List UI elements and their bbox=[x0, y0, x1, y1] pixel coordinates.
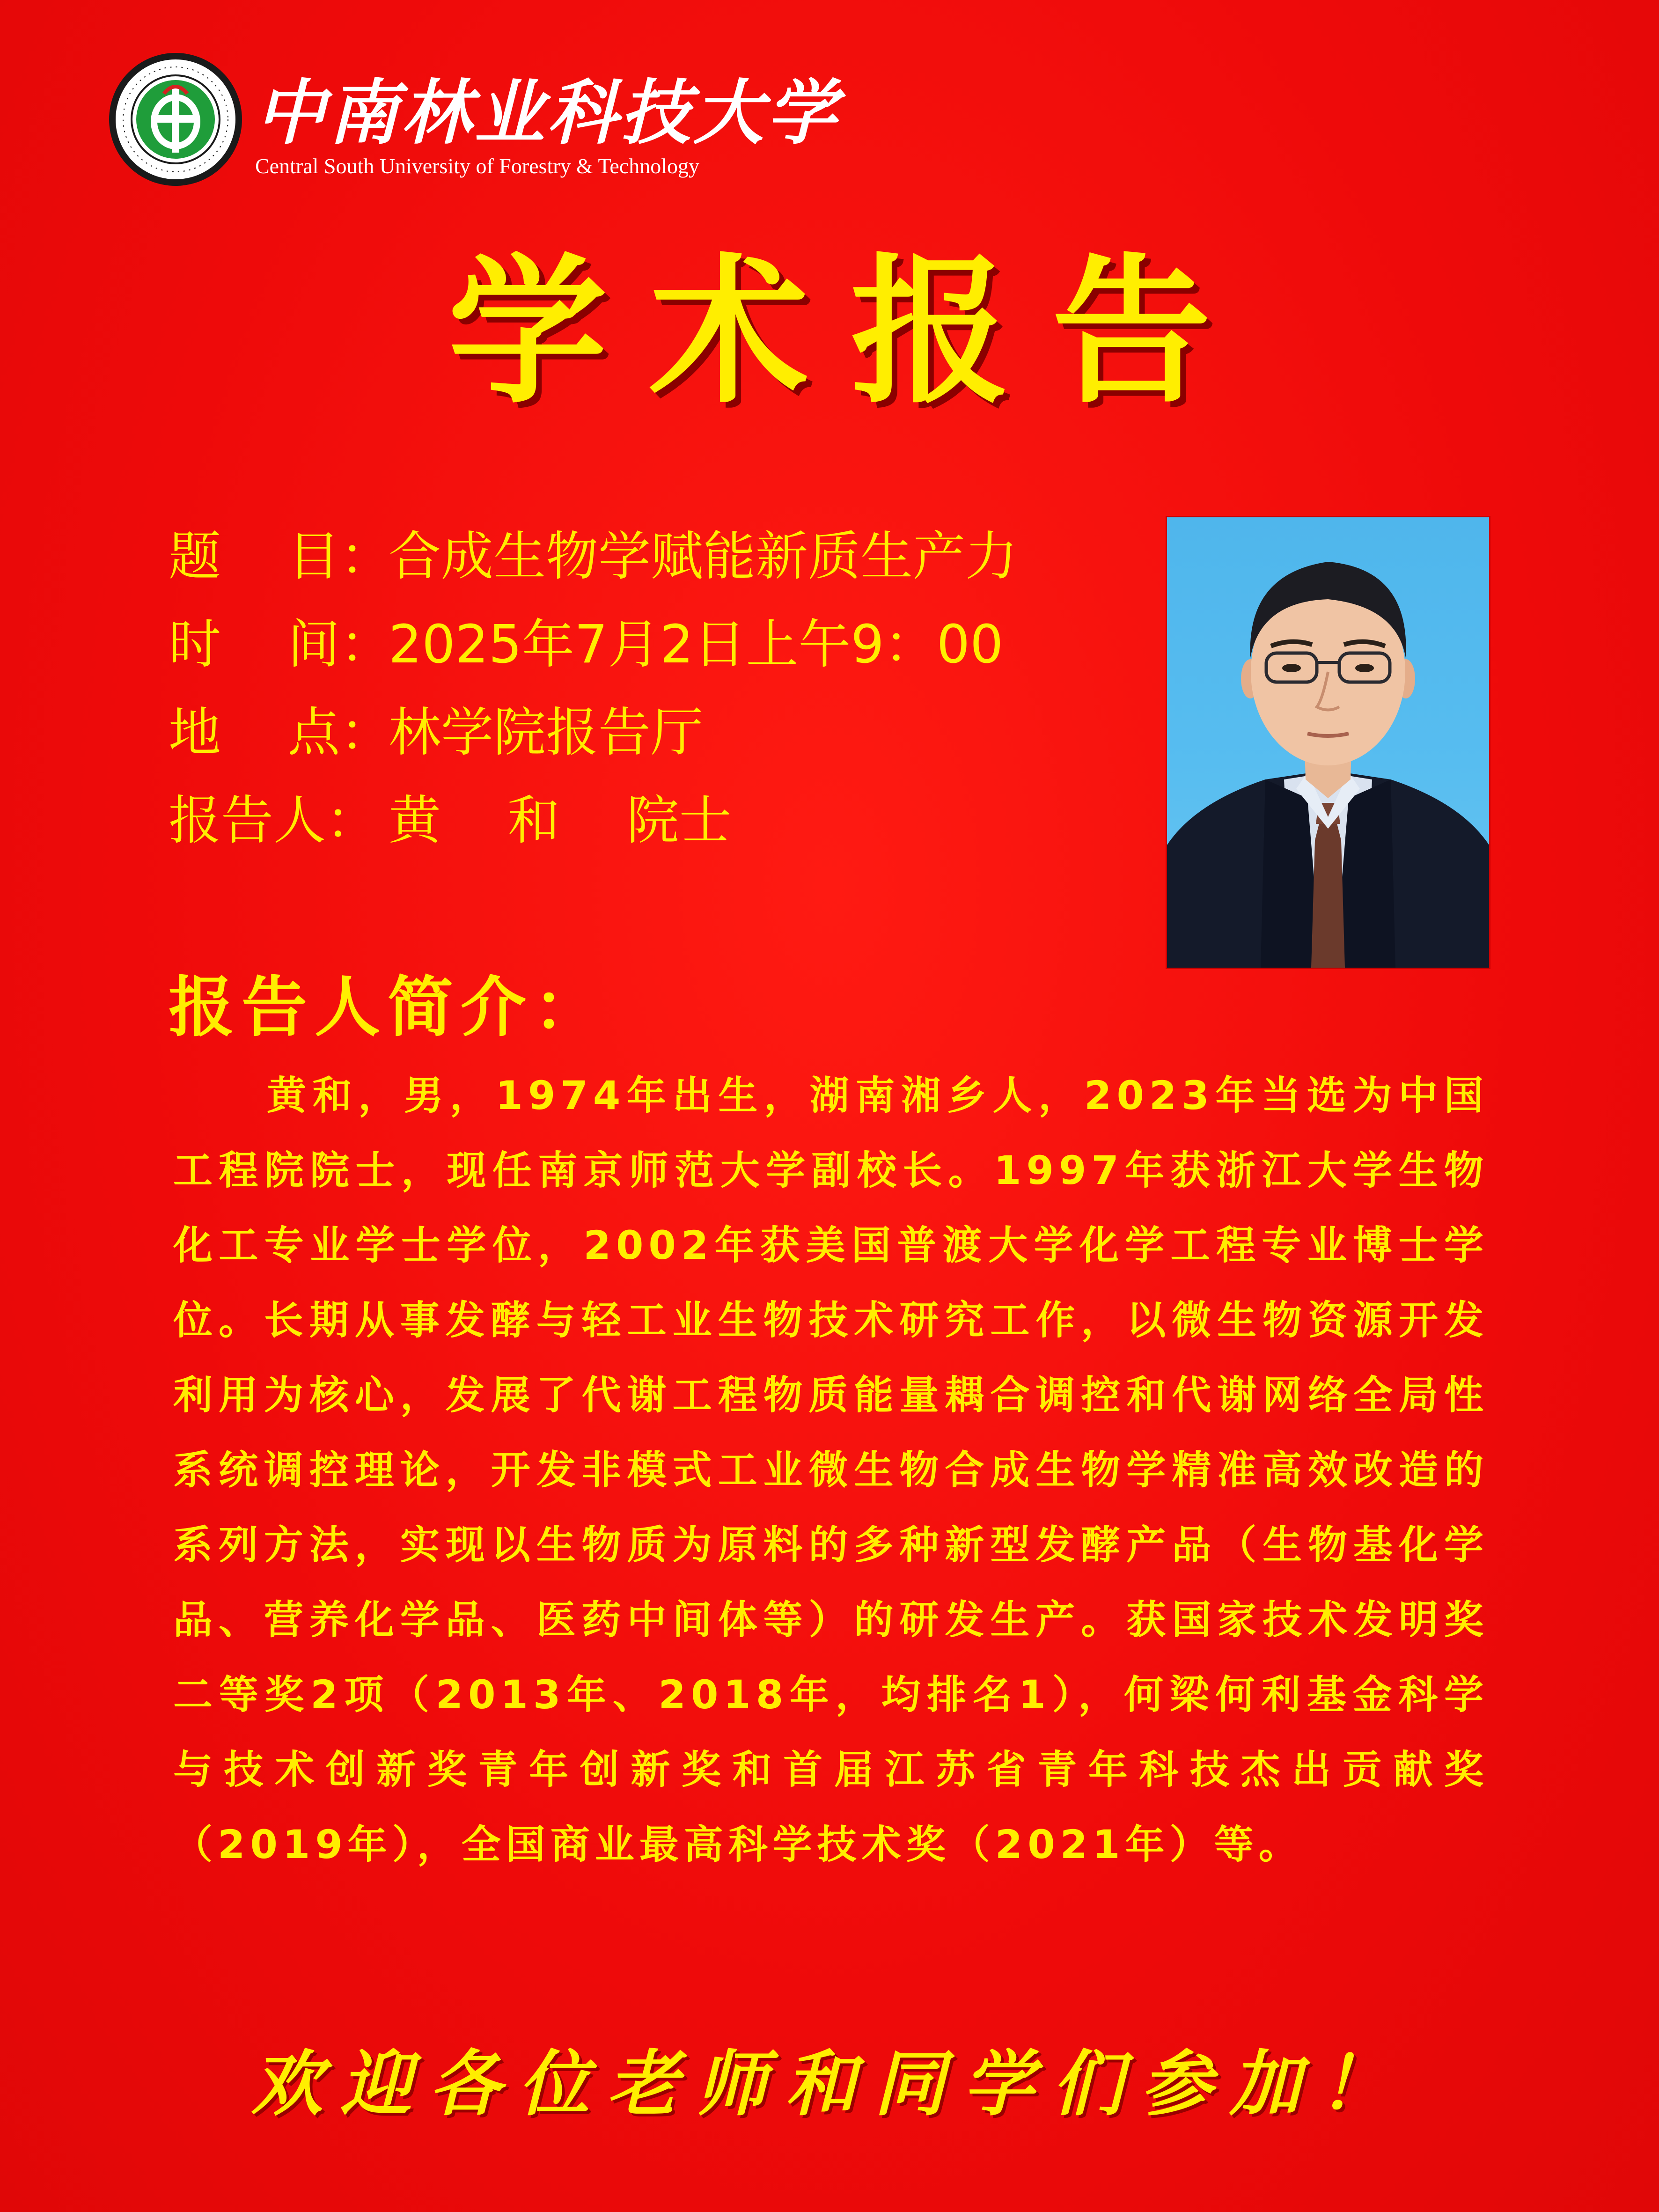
university-seal-icon bbox=[108, 51, 243, 187]
speaker-photo bbox=[1167, 517, 1489, 968]
topic-value: 合成生物学赋能新质生产力 bbox=[389, 526, 1018, 587]
speaker-value: 黄 和 院士 bbox=[389, 790, 732, 851]
bio-heading: 报告人简介： bbox=[169, 970, 607, 1046]
bio-text: 黄和，男，1974年出生，湖南湘乡人，2023年当选为中国工程院院士，现任南京师范大学副校长。1997年获浙江大学生物化工专业学士学位，2002年获美国普渡大学化学工程专业博士学位。长期从事发酵与轻工业生物技术研究工作，以微生物资源开发利用为核心，发展了代谢工程物质能量耦合调控和代谢网络全局性系统调控理论，开发非模式工业微生物合成生物学精准高效改造的系列方法，实现以生物质为原料的多种新型发酵产品（生物基化学品、营养化学品、医药中间体等）的研发生产。获国家技术发明奖二等奖2项（2013年、2018年，均排名1），何梁何利基金科学与技术创新奖青年创新奖和首届江苏省青年科技杰出贡献奖（2019年），全国商业最高科学技术奖（2021年）等。 bbox=[173, 1073, 1489, 1867]
info-row-topic bbox=[169, 508, 1105, 596]
info-row-speaker bbox=[169, 772, 1105, 860]
location-label: 地 点： bbox=[169, 702, 393, 763]
speaker-label: 报告人： bbox=[169, 790, 378, 851]
report-info bbox=[169, 508, 1105, 860]
welcome-slogan: 欢迎各位老师和同学们参加！ bbox=[251, 2042, 1408, 2125]
topic-label: 题 目： bbox=[169, 526, 393, 587]
info-row-location bbox=[169, 684, 1105, 772]
location-value: 林学院报告厅 bbox=[389, 702, 703, 763]
university-header bbox=[108, 51, 840, 192]
time-label: 时 间： bbox=[169, 614, 393, 675]
university-name-cn: 中南林业科技大学 bbox=[255, 72, 840, 154]
poster-title: 学术报告 bbox=[448, 240, 1253, 425]
info-row-time bbox=[169, 596, 1105, 684]
time-value: 2025年7月2日上午9：00 bbox=[389, 614, 1004, 675]
university-name-en: Central South University of Forestry & Technology bbox=[255, 154, 700, 178]
